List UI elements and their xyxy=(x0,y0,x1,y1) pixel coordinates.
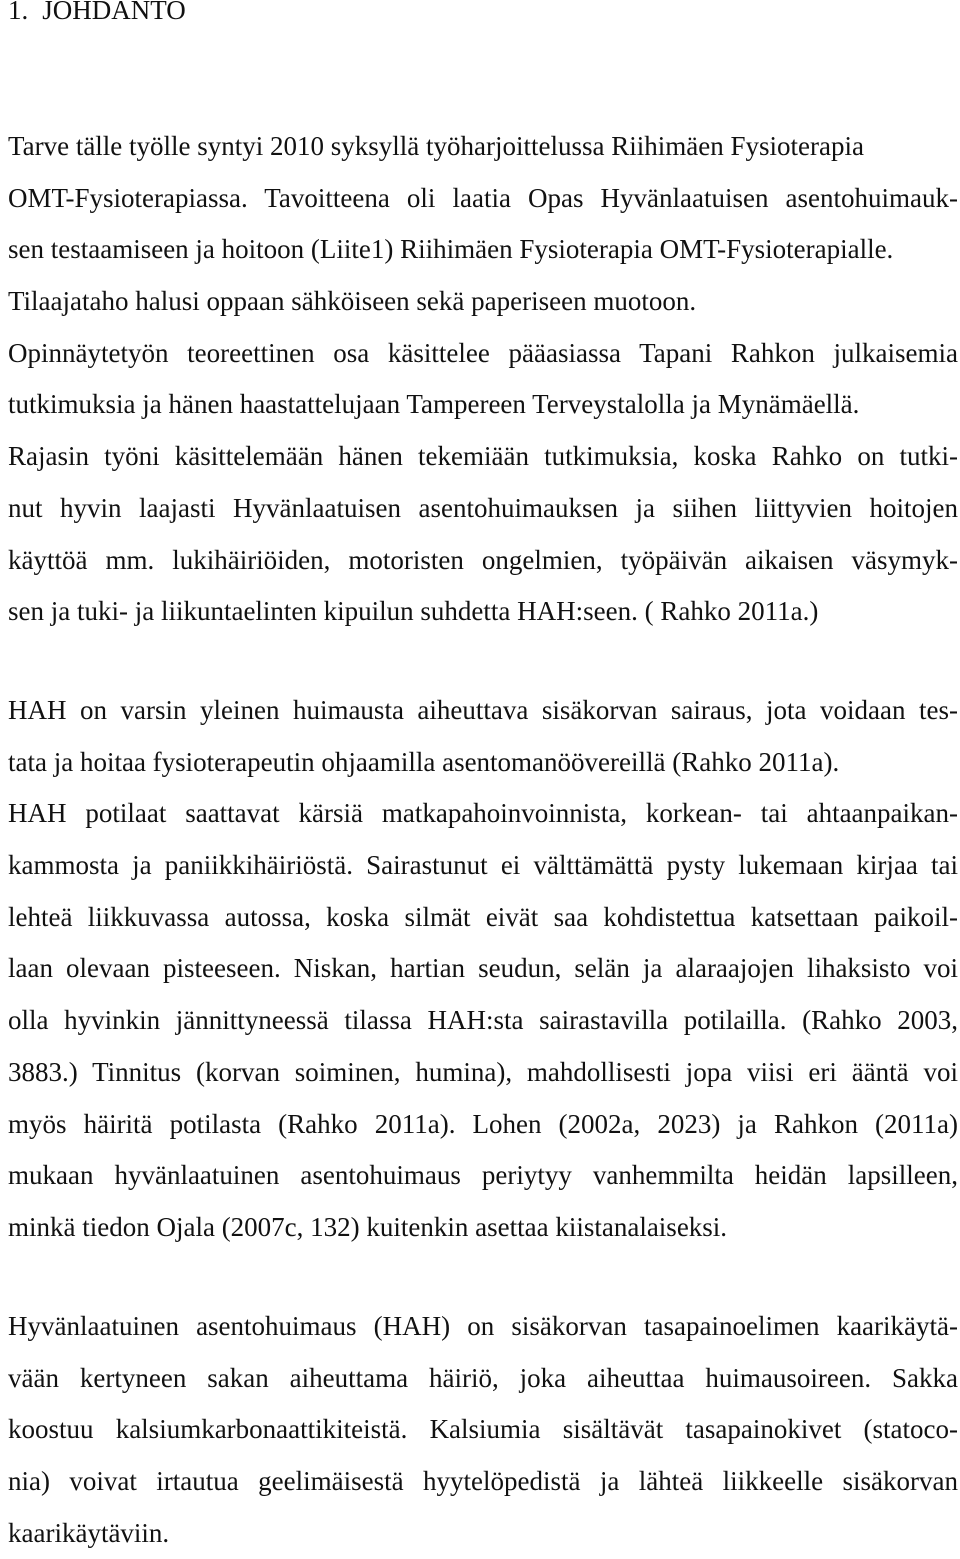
text-line: laan olevaan pisteeseen. Niskan, hartian seudun, selän ja alaraajojen lihaksisto voi xyxy=(8,953,958,984)
text-line: mukaan hyvänlaatuinen asentohuimaus periytyy vanhemmilta heidän lapsilleen, xyxy=(8,1160,958,1191)
text-line: kaarikäytäviin. xyxy=(8,1517,170,1548)
text-line: 3883.) Tinnitus (korvan soiminen, humina), mahdollisesti jopa viisi eri ääntä voi xyxy=(8,1056,958,1087)
text-line: myös häiritä potilasta (Rahko 2011a). Lohen (2002a, 2023) ja Rahkon (2011a) xyxy=(8,1108,958,1139)
text-line: Opinnäytetyön teoreettinen osa käsittelee pääasiassa Tapani Rahkon julkaisemia xyxy=(8,337,958,368)
text-line: Hyvänlaatuinen asentohuimaus (HAH) on sisäkorvan tasapainoelimen kaarikäytä- xyxy=(8,1311,958,1341)
text-line: Tilaajataho halusi oppaan sähköiseen sekä paperiseen muotoon. xyxy=(8,286,697,317)
text-line: käyttöä mm. lukihäiriöiden, motoristen ongelmien, työpäivän aikaisen väsymyk- xyxy=(8,544,958,575)
text-line: sen ja tuki- ja liikuntaelinten kipuilun suhdetta HAH:seen. ( Rahko 2011a.) xyxy=(8,596,819,627)
text-line: lehteä liikkuvassa autossa, koska silmät eivät saa kohdistettua katsettaan paikoil- xyxy=(8,901,958,932)
text-line: vään kertyneen sakan aiheuttama häiriö, joka aiheuttaa huimausoireen. Sakka xyxy=(8,1362,958,1393)
text-line: sen testaamiseen ja hoitoon (Liite1) Riihimäen Fysioterapia OMT-Fysioterapialle. xyxy=(8,234,894,265)
paragraph-hah-definition xyxy=(8,1301,958,1559)
chapter-heading xyxy=(8,0,186,30)
paragraph-intro xyxy=(8,121,958,638)
chapter-number: 1. xyxy=(8,0,29,25)
text-line: koostuu kalsiumkarbonaattikiteistä. Kalsiumia sisältävät tasapainokivet (statoco- xyxy=(8,1414,958,1445)
text-line: minkä tiedon Ojala (2007c, 132) kuitenkin asettaa kiistanalaiseksi. xyxy=(8,1211,728,1242)
text-line: kammosta ja paniikkihäiriöstä. Sairastunut ei välttämättä pysty lukemaan kirjaa tai xyxy=(8,850,958,881)
paragraph-hah-symptoms xyxy=(8,685,958,1254)
text-line: OMT-Fysioterapiassa. Tavoitteena oli laatia Opas Hyvänlaatuisen asentohuimauk- xyxy=(8,182,958,213)
text-line: Tarve tälle työlle syntyi 2010 syksyllä työharjoittelussa Riihimäen Fysioterapia xyxy=(8,131,864,161)
text-line: tata ja hoitaa fysioterapeutin ohjaamilla asentomanöövereillä (Rahko 2011a). xyxy=(8,746,840,777)
text-line: nia) voivat irtautua geelimäisestä hyytelöpedistä ja lähteä liikkeelle sisäkorvan xyxy=(8,1466,958,1497)
text-line: nut hyvin laajasti Hyvänlaatuisen asentohuimauksen ja siihen liittyvien hoitojen xyxy=(8,492,958,523)
text-line: HAH potilaat saattavat kärsiä matkapahoinvoinnista, korkean- tai ahtaanpaikan- xyxy=(8,798,958,829)
text-line: HAH on varsin yleinen huimausta aiheuttava sisäkorvan sairaus, jota voidaan tes- xyxy=(8,695,958,725)
chapter-title: JOHDANTO xyxy=(42,0,186,25)
text-line: tutkimuksia ja hänen haastattelujaan Tampereen Terveystalolla ja Mynämäellä. xyxy=(8,389,860,420)
text-line: Rajasin työni käsittelemään hänen tekemiään tutkimuksia, koska Rahko on tutki- xyxy=(8,441,958,472)
text-line: olla hyvinkin jännittyneessä tilassa HAH:sta sairastavilla potilailla. (Rahko 2003, xyxy=(8,1005,958,1036)
